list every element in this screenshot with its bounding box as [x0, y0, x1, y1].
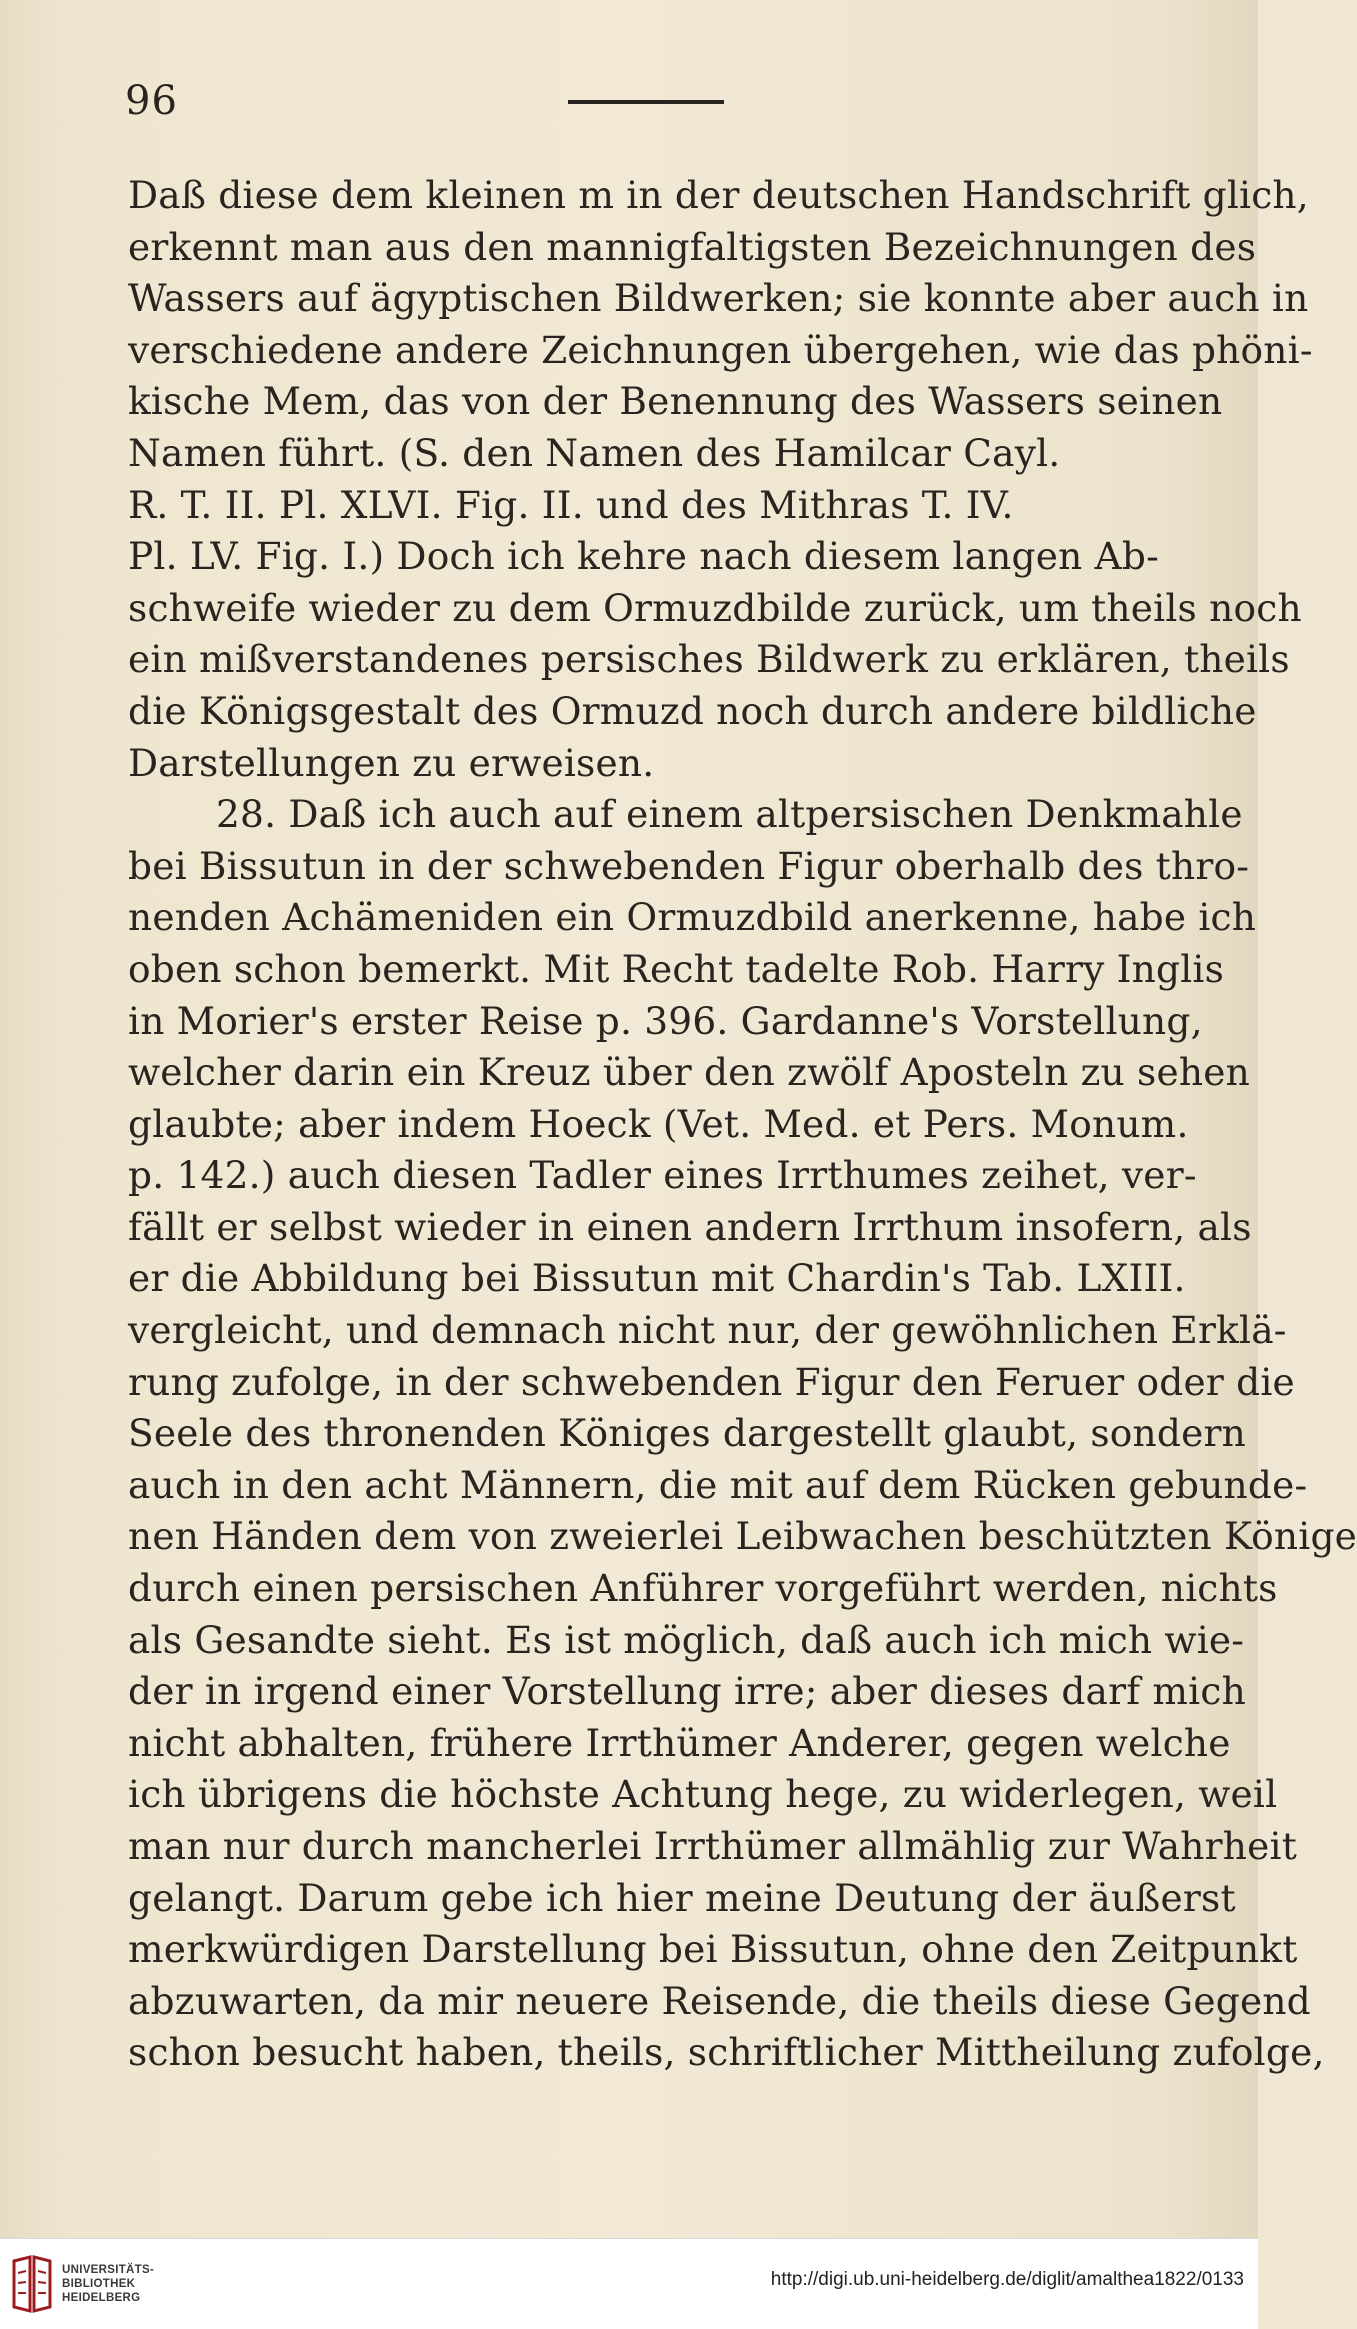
text-line: glaubte; aber indem Hoeck (Vet. Med. et Pers. Monum. — [128, 1101, 1189, 1146]
text-line: p. 142.) auch diesen Tadler eines Irrthumes zeihet, ver- — [128, 1153, 1197, 1198]
permalink-url[interactable]: http://digi.ub.uni-heidelberg.de/diglit/amalthea1822/0133 — [770, 2269, 1244, 2290]
text-line: erkennt man aus den mannigfaltigsten Bezeichnungen des — [128, 224, 1257, 269]
text-line: Darstellungen zu erweisen. — [128, 740, 655, 785]
text-line: schweife wieder zu dem Ormuzdbilde zurück, um theils noch — [128, 585, 1302, 630]
text-line: nicht abhalten, frühere Irrthümer Anderer, gegen welche — [128, 1720, 1231, 1765]
text-line: er die Abbildung bei Bissutun mit Chardin's Tab. LXIII. — [128, 1256, 1186, 1301]
text-line: ein mißverstandenes persisches Bildwerk zu erklären, theils — [128, 637, 1290, 682]
paragraph-start-line: 28. Daß ich auch auf einem altpersischen Denkmahle — [216, 792, 1243, 837]
text-line: nenden Achämeniden ein Ormuzdbild anerkenne, habe ich — [128, 895, 1257, 940]
text-line: durch einen persischen Anführer vorgeführt werden, nichts — [128, 1566, 1278, 1611]
text-line: welcher darin ein Kreuz über den zwölf Aposteln zu sehen — [128, 1050, 1250, 1095]
text-line: als Gesandte sieht. Es ist möglich, daß auch ich mich wie- — [128, 1617, 1245, 1662]
text-line: bei Bissutun in der schwebenden Figur oberhalb des thro- — [128, 843, 1250, 888]
text-line: schon besucht haben, theils, schriftlicher Mittheilung zufolge, — [128, 2030, 1325, 2075]
text-line: die Königsgestalt des Ormuzd noch durch andere bildliche — [128, 688, 1257, 733]
text-line: Daß diese dem kleinen m in der deutschen Handschrift glich, — [128, 173, 1309, 217]
text-line: der in irgend einer Vorstellung irre; aber dieses darf mich — [128, 1669, 1246, 1714]
text-line: merkwürdigen Darstellung bei Bissutun, ohne den Zeitpunkt — [128, 1927, 1298, 1972]
body-text — [128, 170, 1357, 2079]
text-line: vergleicht, und demnach nicht nur, der gewöhnlichen Erklä- — [128, 1308, 1287, 1353]
text-line: fällt er selbst wieder in einen andern Irrthum insofern, als — [128, 1204, 1252, 1249]
text-line: oben schon bemerkt. Mit Recht tadelte Rob. Harry Inglis — [128, 946, 1225, 991]
text-line: gelangt. Darum gebe ich hier meine Deutung der äußerst — [128, 1875, 1236, 1920]
text-line: verschiedene andere Zeichnungen übergehen, wie das phöni- — [128, 327, 1313, 372]
library-name — [62, 2263, 154, 2305]
library-seal-icon — [10, 2253, 54, 2315]
text-line: in Morier's erster Reise p. 396. Gardanne's Vorstellung, — [128, 998, 1203, 1043]
text-line: Seele des thronenden Königes dargestellt glaubt, sondern — [128, 1411, 1246, 1456]
logo-line: BIBLIOTHEK — [62, 2278, 136, 2290]
text-line: abzuwarten, da mir neuere Reisende, die theils diese Gegend — [128, 1978, 1311, 2023]
text-line: nen Händen dem von zweierlei Leibwachen beschützten Könige — [128, 1514, 1357, 1559]
logo-line: UNIVERSITÄTS- — [62, 2264, 155, 2276]
logo-line: HEIDELBERG — [62, 2292, 141, 2304]
text-line: Pl. LV. Fig. I.) Doch ich kehre nach diesem langen Ab- — [128, 534, 1159, 579]
text-line: ich übrigens die höchste Achtung hege, zu widerlegen, weil — [128, 1772, 1278, 1817]
text-line: rung zufolge, in der schwebenden Figur den Feruer oder die — [128, 1359, 1295, 1404]
header-rule — [568, 100, 724, 104]
library-logo[interactable] — [10, 2253, 170, 2315]
text-line: man nur durch mancherlei Irrthümer allmählig zur Wahrheit — [128, 1824, 1297, 1868]
text-line: Wassers auf ägyptischen Bildwerken; sie konnte aber auch in — [128, 276, 1309, 321]
text-line: auch in den acht Männern, die mit auf dem Rücken gebunde- — [128, 1462, 1308, 1507]
page-number: 96 — [125, 78, 178, 124]
text-line: R. T. II. Pl. XLVI. Fig. II. und des Mithras T. IV. — [128, 482, 1014, 527]
footer-bar — [0, 2238, 1258, 2329]
text-line: kische Mem, das von der Benennung des Wassers seinen — [128, 379, 1223, 424]
text-line: Namen führt. (S. den Namen des Hamilcar Cayl. — [128, 430, 1061, 475]
